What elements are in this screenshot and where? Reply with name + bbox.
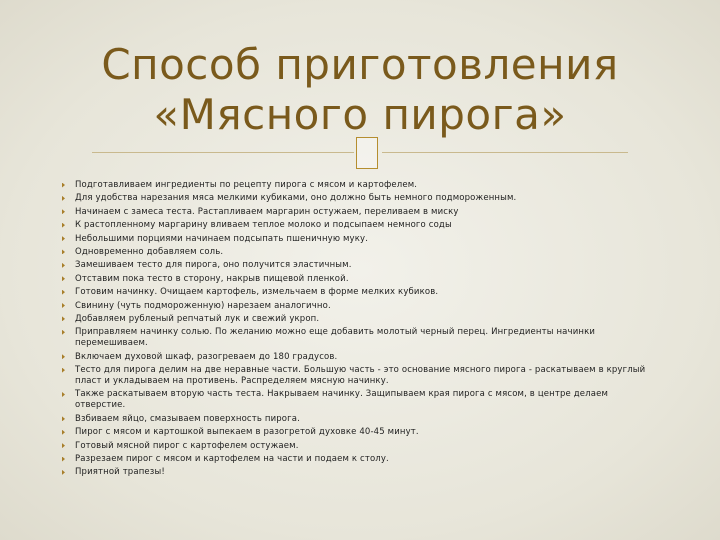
recipe-step-text: Свинину (чуть подмороженную) нарезаем аналогично. — [75, 300, 331, 311]
recipe-step-item — [62, 314, 652, 325]
recipe-step-item — [62, 352, 652, 363]
bullet-arrow-icon — [62, 223, 65, 228]
recipe-step-item — [62, 180, 652, 191]
bullet-arrow-icon — [62, 276, 65, 281]
recipe-step-item — [62, 287, 652, 298]
bullet-arrow-icon — [62, 183, 65, 188]
bullet-arrow-icon — [62, 196, 65, 201]
bullet-arrow-icon — [62, 316, 65, 321]
title-divider-right — [382, 152, 628, 153]
recipe-step-text: Подготавливаем ингредиенты по рецепту пирога с мясом и картофелем. — [75, 180, 418, 190]
recipe-step-text: Взбиваем яйцо, смазываем поверхность пирога. — [75, 413, 300, 424]
recipe-step-text: Пирог с мясом и картошкой выпекаем в разогретой духовке 40-45 минут. — [75, 427, 419, 438]
recipe-step-text: Одновременно добавляем соль. — [75, 246, 224, 257]
recipe-step-text: Также раскатываем вторую часть теста. Накрываем начинку. Защипываем края пирога с мясом, в центре делаем отверстие. — [75, 389, 609, 411]
recipe-step-item — [62, 467, 652, 478]
recipe-step-item — [62, 389, 652, 411]
recipe-step-item — [62, 427, 652, 438]
bullet-arrow-icon — [62, 290, 65, 295]
recipe-step-text: Приправляем начинку солью. По желанию можно еще добавить молотый черный перец. Ингредиенты начинки перемешиваем. — [75, 327, 596, 349]
bullet-arrow-icon — [62, 430, 65, 435]
bullet-arrow-icon — [62, 263, 65, 268]
recipe-step-item — [62, 234, 652, 245]
ornament-box-icon — [356, 137, 378, 169]
bullet-arrow-icon — [62, 368, 65, 373]
bullet-arrow-icon — [62, 209, 65, 214]
recipe-step-item — [62, 274, 652, 285]
recipe-step-text: Тесто для пирога делим на две неравные части. Большую часть - это основание мясного пирога - раскатываем в круглый пласт и укладываем на противень. Распределяем мясную начинку. — [75, 365, 646, 387]
recipe-step-text: Замешиваем тесто для пирога, оно получится эластичным. — [75, 260, 352, 271]
recipe-step-text: Небольшими порциями начинаем подсыпать пшеничную муку. — [75, 233, 369, 244]
bullet-arrow-icon — [62, 457, 65, 462]
bullet-arrow-icon — [62, 236, 65, 241]
recipe-step-item — [62, 441, 652, 452]
recipe-step-text: Включаем духовой шкаф, разогреваем до 180 градусов. — [75, 351, 338, 362]
recipe-step-text: Отставим пока тесто в сторону, накрыв пищевой пленкой. — [75, 273, 349, 284]
bullet-arrow-icon — [62, 470, 65, 475]
recipe-step-text: Начинаем с замеса теста. Растапливаем маргарин остужаем, переливаем в миску — [75, 206, 459, 217]
bullet-arrow-icon — [62, 354, 65, 359]
slide-title — [60, 40, 660, 140]
slide-title-line-2: «Мясного пирога» — [153, 90, 567, 139]
title-divider-left — [92, 152, 354, 153]
recipe-step-text: Приятной трапезы! — [75, 467, 165, 478]
recipe-step-item — [62, 193, 652, 204]
recipe-step-item — [62, 301, 652, 312]
recipe-step-text: Готовим начинку. Очищаем картофель, измельчаем в форме мелких кубиков. — [75, 287, 439, 298]
recipe-step-text: Для удобства нарезания мяса мелкими кубиками, оно должно быть немного подмороженным. — [75, 193, 517, 204]
bullet-arrow-icon — [62, 443, 65, 448]
recipe-step-text: Готовый мясной пирог с картофелем остужаем. — [75, 440, 299, 451]
bullet-arrow-icon — [62, 392, 65, 397]
recipe-step-text: К растопленному маргарину вливаем теплое молоко и подсыпаем немного соды — [75, 220, 452, 231]
recipe-step-text: Добавляем рубленый репчатый лук и свежий укроп. — [75, 313, 320, 324]
bullet-arrow-icon — [62, 303, 65, 308]
recipe-step-item — [62, 260, 652, 271]
bullet-arrow-icon — [62, 249, 65, 254]
recipe-step-item — [62, 414, 652, 425]
recipe-step-item — [62, 207, 652, 218]
recipe-step-item — [62, 454, 652, 465]
bullet-arrow-icon — [62, 416, 65, 421]
bullet-arrow-icon — [62, 330, 65, 335]
slide-title-line-1: Способ приготовления — [101, 40, 619, 89]
recipe-step-item — [62, 327, 652, 349]
recipe-step-item — [62, 247, 652, 258]
recipe-step-text: Разрезаем пирог с мясом и картофелем на части и подаем к столу. — [75, 454, 389, 465]
recipe-steps-list — [62, 180, 652, 481]
recipe-step-item — [62, 220, 652, 231]
recipe-step-item — [62, 365, 652, 387]
